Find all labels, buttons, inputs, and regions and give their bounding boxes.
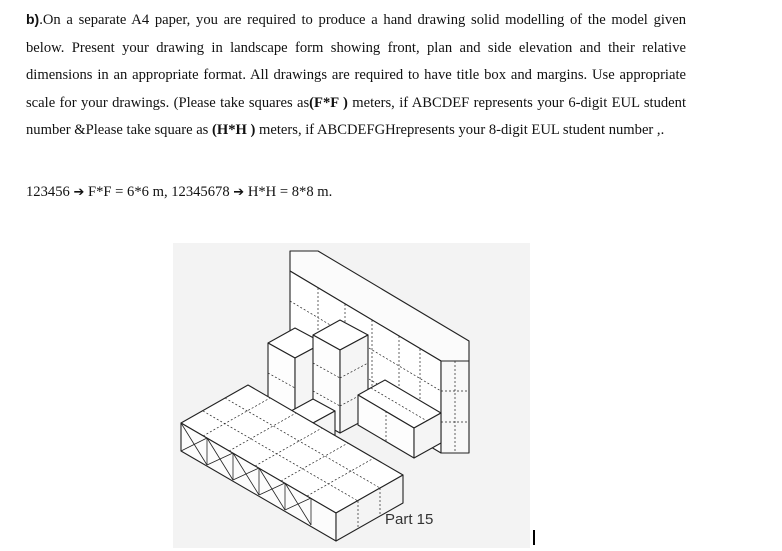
formula-result-h: H*H = 8*8 m.: [247, 184, 333, 200]
question-label: b): [26, 11, 40, 27]
question-part-1: .On a separate A4 paper, you are required to produce a hand drawing solid modelling of the model given below. Present your drawing in landscape form showing front, plan and side elevation and their relative dimensions in an appropriate format. All drawings are required to have title box and margins. Use appropriate scale for your drawings. (Please take squares as: [26, 12, 686, 111]
question-part-2: meters, if ABCDEF represents your 6-digit EUL student number &Please take square as: [26, 94, 687, 139]
formula-result-f: F*F = 6*6 m, 12345678: [88, 184, 230, 200]
right-arrow-icon: ➔: [233, 185, 245, 200]
figure-caption: Part 15: [385, 511, 434, 528]
text-cursor-icon: [533, 530, 535, 545]
example-number-6: 123456: [26, 184, 70, 200]
formula-line: [26, 180, 332, 205]
square-term-f: (F*F ): [309, 94, 348, 111]
isometric-model-drawing: [173, 243, 530, 548]
right-arrow-icon: ➔: [73, 185, 85, 200]
square-term-h: (H*H ): [212, 122, 256, 139]
question-part-3: meters, if ABCDEFGHrepresents your 8-digit EUL student number ,.: [255, 122, 665, 139]
question-text: [26, 6, 686, 145]
isometric-model-figure: [173, 243, 530, 548]
